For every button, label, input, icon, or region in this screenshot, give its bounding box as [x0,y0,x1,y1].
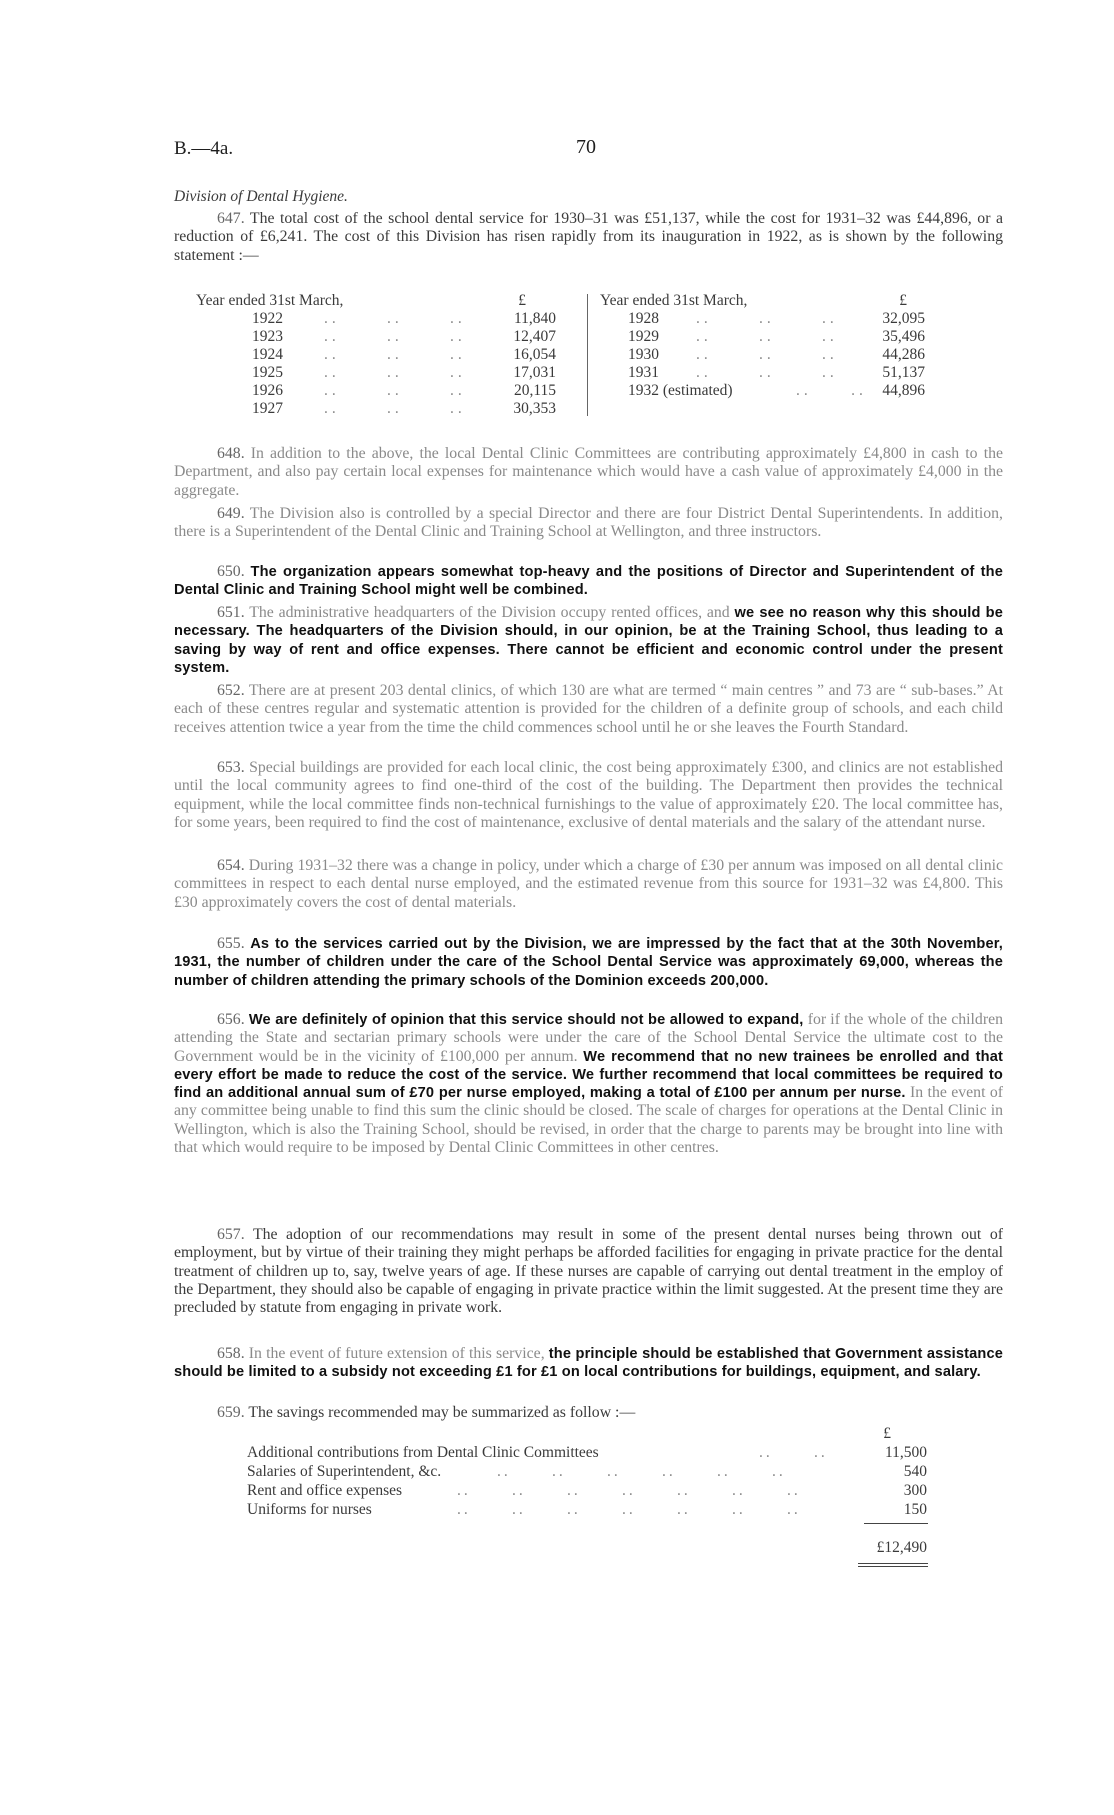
paragraph-658 [174,1345,1003,1382]
savings-value: 300 [903,1482,927,1499]
table-row [196,364,556,382]
paragraph-number: 648. [217,445,245,462]
paragraph-text: The adoption of our recommendations may result in some of the present dental nurses being thrown out of employment, but by virtue of their training they might perhaps be afforded facilities for engaging in private practice for the dental treatment of children up to, say, twelve years of age. If these nurses are capable of carrying out dental treatment in the employ of the Department, they should also be capable of engaging in private practice within the limit suggested. At the present time they are precluded by statute from engaging in private work. [174,1226,1003,1317]
bold-recommendation: We recommend that no new trainees be enrolled and that every effort be made to reduce the cost of the service. We further recommend that local committees be required to find an additional annual sum of £70 per nurse employed, making a total of £100 per annum per nurse. [174,1048,1003,1102]
paragraph-text: During 1931–32 there was a change in policy, under which a charge of £30 per annum was imposed on all dental clinic committees in respect to each dental nurse employed, and the estimated revenue from this source for 1931–32 was £4,800. This £30 approximately covers the cost of dental materials. [174,857,1003,911]
total-double-rule [858,1563,928,1564]
year-cell: 1928 [628,310,659,327]
paragraph-text: In addition to the above, the local Dental Clinic Committees are contributing approximately £4,800 in cash to the Department, and also pay certain local expenses for maintenance which would have a cash value of approximately £4,000 in the aggregate. [174,445,1003,499]
savings-value: 150 [903,1501,927,1518]
year-cell: 1930 [628,346,659,363]
table-row [196,346,556,364]
year-table-header [600,292,925,310]
year-cell: 1926 [252,382,283,399]
paragraph-659 [174,1404,1003,1422]
paragraph-649 [174,505,1003,542]
paragraph-654 [174,857,1003,912]
paragraph-number: 655. [217,935,245,952]
bold-recommendation: We are definitely of opinion that this service should not be allowed to expand, [248,1012,804,1028]
page-number: 70 [576,136,596,158]
paragraph-652 [174,682,1003,737]
paragraph-648 [174,445,1003,500]
column-divider [587,294,588,416]
year-cell: 1924 [252,346,283,363]
paragraph-number: 658. [217,1345,245,1362]
dot-leader: .. .. .. [324,400,466,417]
dot-leader: .. .. .. [696,328,838,345]
currency-symbol: £ [899,292,907,309]
value-cell: 44,896 [882,382,925,399]
dot-leader: .. .. [796,382,867,399]
table-row [196,382,556,400]
table-row [196,400,556,418]
paragraph-657 [174,1226,1003,1317]
paragraph-text: In the event of future extension of this service, [248,1345,545,1362]
paragraph-text: for if the whole of the children attending the State and sectarian primary schools were under the care of the School Dental Service the ultimate cost to the Government would be in the vicinity of £100,000 per annum. [174,1011,1003,1065]
paragraph-655 [174,935,1003,990]
year-cell: 1927 [252,400,283,417]
value-cell: 17,031 [513,364,556,381]
savings-value: 540 [903,1463,927,1480]
paragraph-text: The Division also is controlled by a special Director and there are four District Dental Superintendents. In addition, there is a Superintendent of the Dental Clinic and Training School at Wellington, and three instructors. [174,505,1003,541]
paragraph-text: The total cost of the school dental service for 1930–31 was £51,137, while the cost for 1931–32 was £44,896, or a reduction of £6,241. The cost of this Division has risen rapidly from its inauguration in 1922, as is shown by the following statement :— [174,210,1004,264]
paragraph-text: The savings recommended may be summarized as follow :— [248,1404,636,1421]
dot-leader: .. .. .. [324,346,466,363]
year-cell: 1932 (estimated) [628,382,733,399]
report-code: B.—4a. [174,138,234,159]
dot-leader: .. .. .. [324,364,466,381]
total-row [247,1539,927,1559]
paragraph-651 [174,604,1003,677]
dot-leader: .. .. .. .. .. .. .. [457,1501,801,1518]
savings-label: Additional contributions from Dental Clinic Committees [247,1444,599,1461]
currency-symbol: £ [518,292,526,309]
value-cell: 35,496 [882,328,925,345]
section-title: Division of Dental Hygiene. [174,188,348,205]
bold-recommendation: The organization appears somewhat top-heavy and the positions of Director and Superintendent of the Dental Clinic and Training School might well be combined. [174,564,1003,599]
dot-leader: .. .. .. [696,364,838,381]
dot-leader: .. .. .. [324,310,466,327]
dot-leader: .. .. .. .. .. .. [497,1463,786,1480]
value-cell: 16,054 [513,346,556,363]
dot-leader: .. .. .. .. .. .. .. [457,1482,801,1499]
table-row [600,346,925,364]
paragraph-number: 653. [217,759,245,776]
table-row [247,1463,927,1483]
currency-symbol: £ [883,1425,891,1442]
paragraph-650 [174,563,1003,600]
dot-leader: .. .. .. [696,346,838,363]
dot-leader: .. .. .. [696,310,838,327]
paragraph-number: 650. [217,563,245,580]
year-cell: 1931 [628,364,659,381]
table-row [600,364,925,382]
year-cell: 1923 [252,328,283,345]
value-cell: 44,286 [882,346,925,363]
column-header: Year ended 31st March, [196,292,344,309]
bold-recommendation: we see no reason why this should be necessary. The headquarters of the Division should, in our opinion, be at the Training School, thus leading to a saving by way of rent and office expenses. There cannot be efficient and economic control under the present system. [174,605,1003,676]
savings-label: Salaries of Superintendent, &c. [247,1463,442,1480]
paragraph-647 [174,210,1003,265]
paragraph-number: 656. [217,1011,245,1028]
savings-value: 11,500 [884,1444,927,1461]
value-cell: 30,353 [513,400,556,417]
value-cell: 51,137 [882,364,925,381]
paragraph-text: Special buildings are provided for each local clinic, the cost being approximately £300, and clinics are not established until the local community agrees to find one-third of the cost of the building. The Department then provides the technical equipment, while the local committee finds non-technical furnishings to the value of approximately £20. The local committee has, for some years, been required to find the cost of maintenance, exclusive of dental materials and the salary of the attendant nurse. [174,759,1004,831]
savings-label: Uniforms for nurses [247,1501,372,1518]
paragraph-number: 657. [217,1226,245,1243]
value-cell: 12,407 [513,328,556,345]
paragraph-number: 654. [217,857,245,874]
value-cell: 20,115 [513,382,556,399]
savings-label: Rent and office expenses [247,1482,403,1499]
paragraph-number: 651. [217,604,245,621]
value-cell: 32,095 [882,310,925,327]
table-row [196,310,556,328]
year-cell: 1925 [252,364,283,381]
bold-recommendation: As to the services carried out by the Division, we are impressed by the fact that at the 30th November, 1931, the number of children under the care of the School Dental Service was approximately 69,000, whereas the number of children attending the primary schools of the Dominion exceeds 200,000. [174,936,1003,989]
table-row [600,328,925,346]
column-header: Year ended 31st March, [600,292,748,309]
table-row [247,1501,927,1521]
paragraph-text: In the event of any committee being unable to find this sum the clinic should be closed. The scale of charges for operations at the Dental Clinic in Wellington, which is also the Training School, should be revised, in order that the charge to parents may be brought into line with that which would require to be imposed by Dental Clinic Committees in other centres. [174,1084,1003,1157]
paragraph-653 [174,759,1003,832]
dot-leader: .. .. .. [324,328,466,345]
paragraph-number: 659. [217,1404,245,1421]
year-cell: 1922 [252,310,283,327]
table-row [600,382,925,400]
paragraph-text: There are at present 203 dental clinics, of which 130 are what are termed “ main centres ” and 73 are “ sub-bases.” At each of these centres regular and systematic attention is provided for the children of a definite group of schools, and each child receives attention twice a year from the time the child commences school until he or she leaves the Fourth Standard. [174,682,1003,736]
dot-leader: .. .. .. [324,382,466,399]
value-cell: 11,840 [513,310,556,327]
table-row [196,328,556,346]
year-cell: 1929 [628,328,659,345]
year-table-header [196,292,556,310]
dot-leader: .. .. [759,1444,828,1461]
total-double-rule [858,1566,928,1567]
paragraph-number: 647. [217,210,245,227]
savings-header [247,1425,927,1445]
table-row [247,1444,927,1464]
bold-recommendation: the principle should be established that Government assistance should be limited to a subsidy not exceeding £1 for £1 on local contributions for buildings, equipment, and salary. [174,1346,1003,1381]
paragraph-number: 652. [217,682,245,699]
paragraph-text: The administrative headquarters of the Division occupy rented offices, and [249,604,730,621]
paragraph-number: 649. [217,505,245,522]
savings-total: £12,490 [876,1539,927,1556]
table-row [600,310,925,328]
subtotal-rule [864,1523,928,1524]
paragraph-656 [174,1011,1003,1157]
table-row [247,1482,927,1502]
